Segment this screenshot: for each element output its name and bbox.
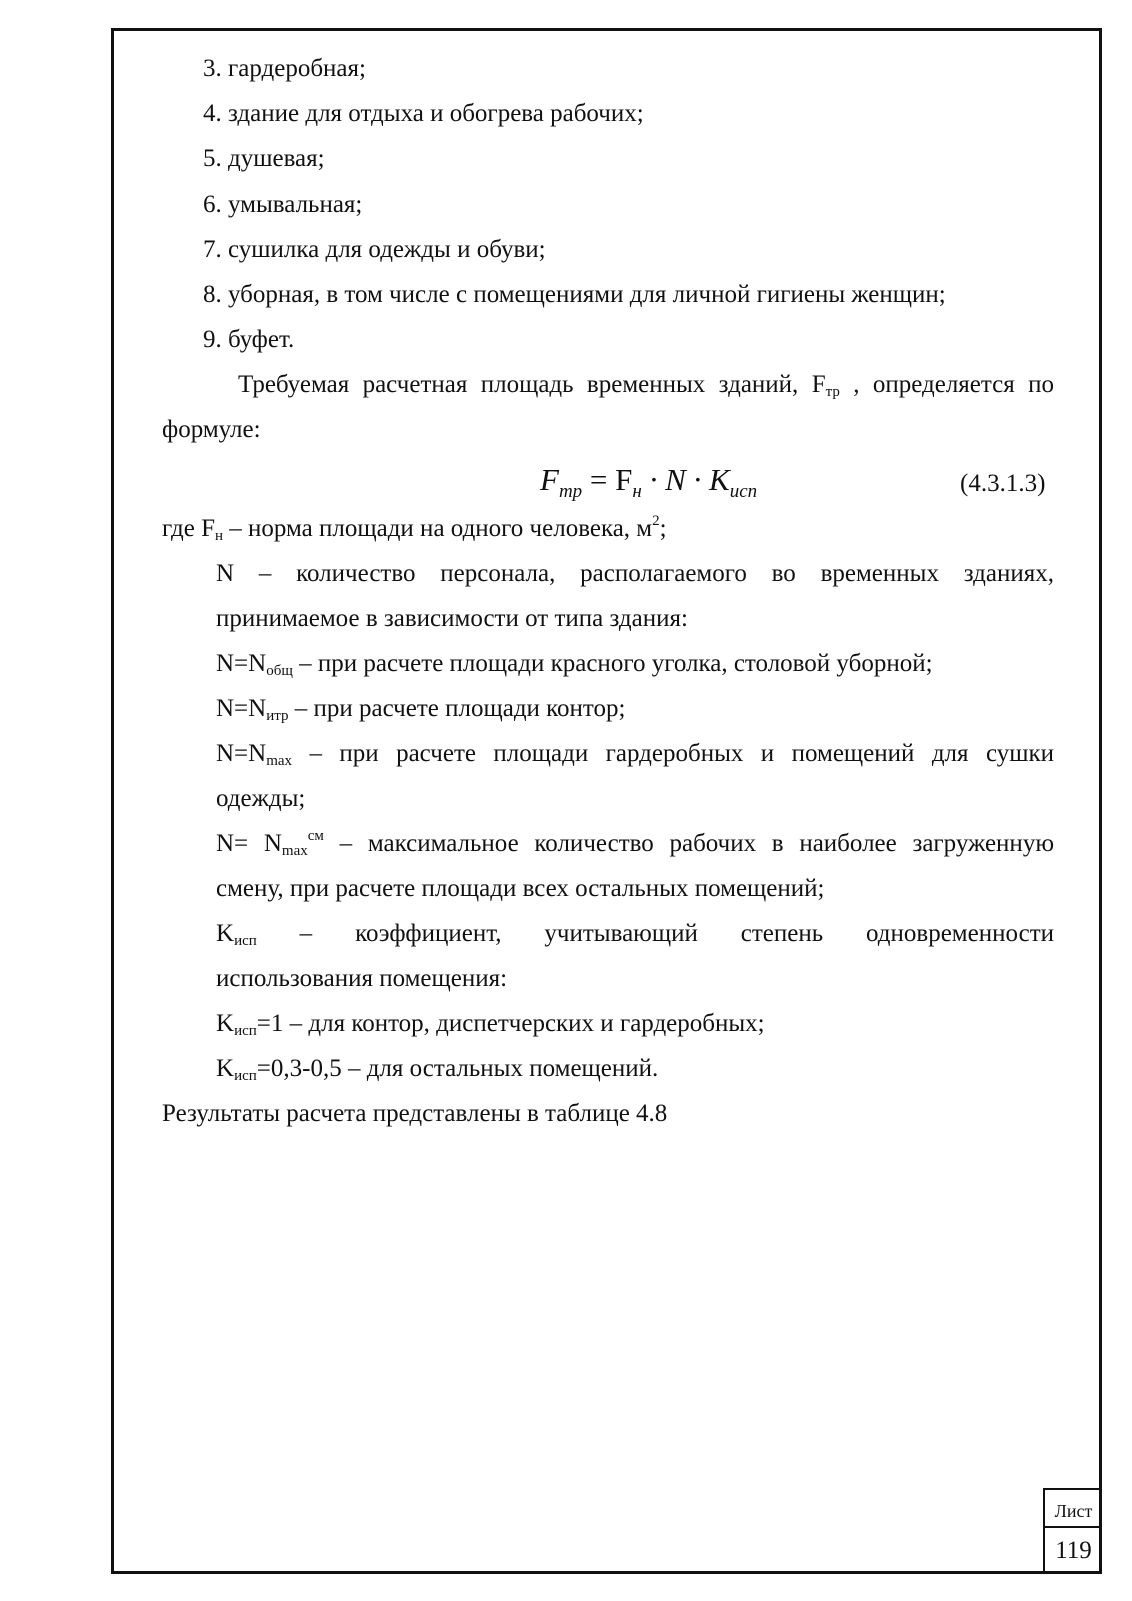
list-item: 7. сушилка для одежды и обуви; [203,236,546,263]
result-line: Результаты расчета представлены в таблице 4.8 [162,1100,668,1127]
def-k-line-1: $K_{исп}$ – коэффициент, учитывающий степень одновременности [216,920,1054,949]
list-item: 5. душевая; [203,145,325,172]
def-n-line-1: N – количество персонала, располагаемого во временных зданиях, [216,560,1054,587]
def-n-obsh: $N=N_{общ}$ – при расчете площади красного уголка, столовой уборной; [216,650,933,679]
def-n-max-line-1: $N=N_{max}$ – при расчете площади гардеробных и помещений для сушки [216,740,1054,769]
def-k-1: $K_{исп}=1$ – для контор, диспетчерских и гардеробных; [216,1010,765,1039]
page-number: 119 [1043,1526,1102,1574]
list-item: 4. здание для отдыха и обогрева рабочих; [203,100,644,127]
intro-line-1: Требуемая расчетная площадь временных зданий, $F_{тр}$ , определяется по [238,371,1054,400]
def-n-itr: $N=N_{итр}$ – при расчете площади контор; [216,695,626,724]
list-item: 8. уборная, в том числе с помещениями для личной гигиены женщин; [203,281,946,308]
list-item: 3. гардеробная; [203,55,366,82]
formula: $F_{тр} = F_н \cdot N \cdot K_{исп}$ [540,462,758,502]
def-k-2: $K_{исп}=0,3-0,5$ – для остальных помещений. [216,1055,659,1084]
def-n-line-2: принимаемое в зависимости от типа здания: [216,605,688,632]
list-item: 6. умывальная; [203,191,363,218]
def-k-line-2: использования помещения: [216,965,508,992]
sheet-stamp [1043,1488,1102,1574]
list-item: 9. буфет. [203,326,295,353]
sheet-label: Лист [1043,1488,1102,1528]
where-line: где $F_н$ – норма площади на одного человека, $м^2$; [162,513,667,544]
def-n-maxsm-line-1: $N= N_{max}^{см}$ – максимальное количество рабочих в наиболее загруженную [216,828,1054,859]
equation-number: (4.3.1.3) [960,470,1046,497]
def-n-maxsm-line-2: смену, при расчете площади всех остальных помещений; [216,875,825,902]
intro-line-2: формуле: [162,416,261,443]
def-n-max-line-2: одежды; [216,785,306,812]
